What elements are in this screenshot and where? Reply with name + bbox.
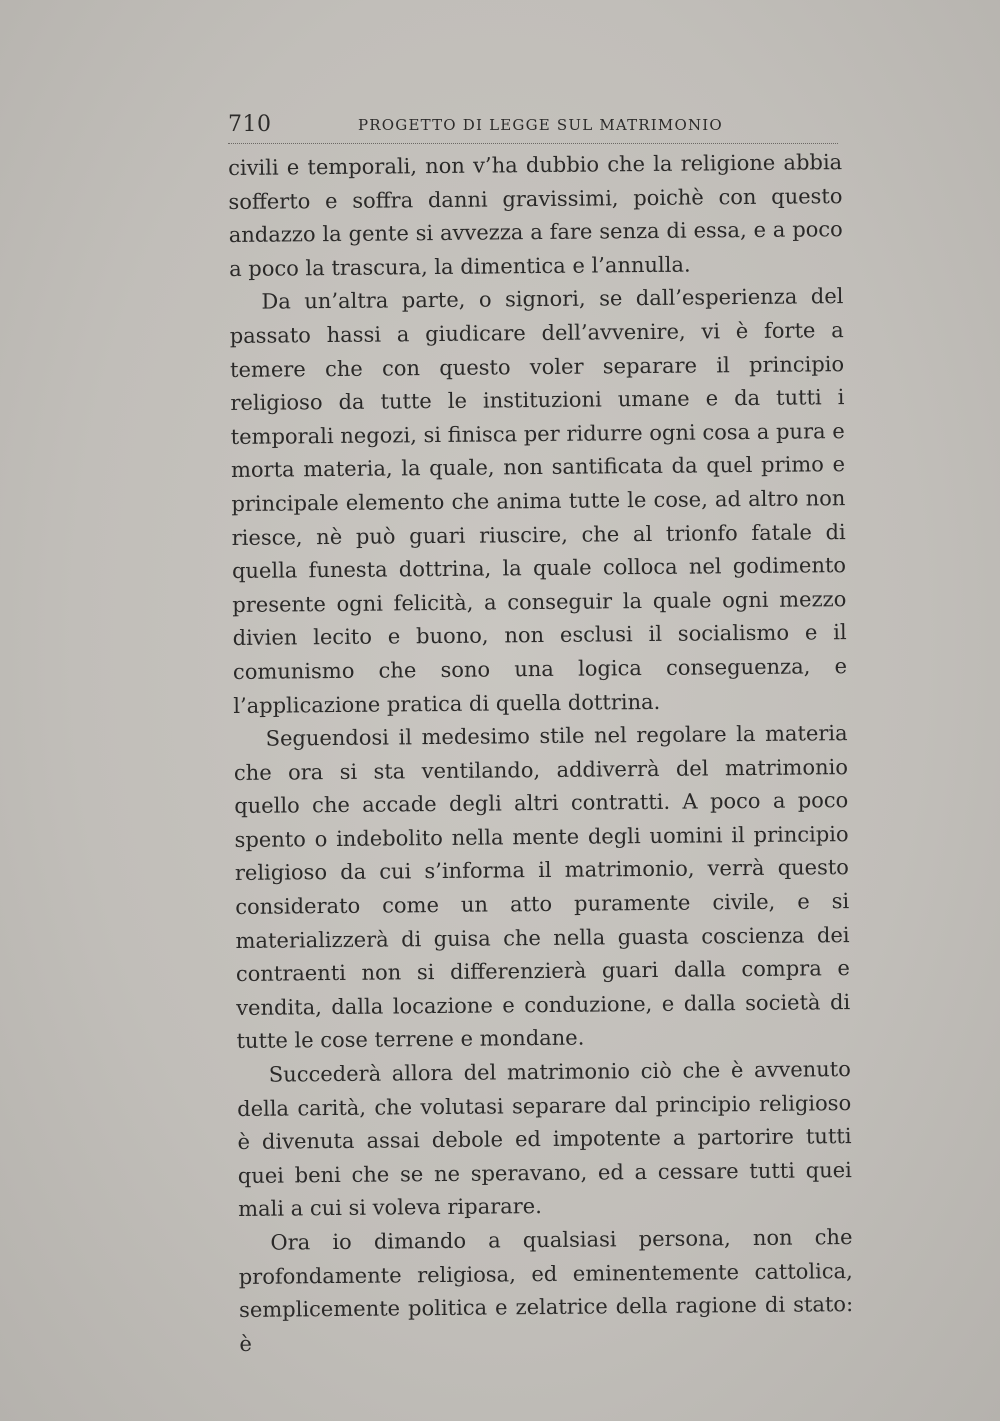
paragraph: Ora io dimando a qualsiasi persona, non che profondamente religiosa, ed eminentemente cattolica, semplicemente politica e zelatrice della ragione di stato: è [238, 1225, 854, 1356]
header-divider [228, 143, 838, 144]
paragraph: Seguendosi il medesimo stile nel regolare la materia che ora si sta ventilando, addiverrà del matrimonio quello che accade degli altri contratti. A poco a poco spento o indebolito nella mente degli uomini il principio religioso da cui s’informa il matrimonio, verrà questo considerato come un atto puramente civile, e si materializzerà di guisa che nella guasta coscienza dei contraenti non si differenzierà guari dalla compra e vendita, dalla locazione e conduzione, e dalla società di tutte le cose terrene e mondane. [233, 721, 851, 1054]
paragraph: Da un’altra parte, o signori, se dall’esperienza del passato hassi a giudicare dell’avvenire, vi è forte a temere che con questo voler separare il principio religioso da tutte le instituzioni umane e da tutti i temporali negozi, si finisca per ridurre ogni cosa a pura e morta materia, la quale, non santificata da quel primo e principale elemento che anima tutte le cose, ad altro non riesce, nè può guari riuscire, che al trionfo fatale di quella funesta dottrina, la quale colloca nel godimento presente ogni felicità, a conseguir la quale ogni mezzo divien lecito e buono, non esclusi il socialismo e il comunismo che sono una logica conseguenza, e l’applicazione pratica di quella dottrina. [229, 284, 848, 718]
paragraph: Succederà allora del matrimonio ciò che è avvenuto della carità, che volutasi separare dal principio religioso è divenuta assai debole ed impotente a partorire tutti quei beni che se ne speravano, ed a cessare tutti quei mali a cui si voleva riparare. [237, 1057, 852, 1222]
page-number: 710 [228, 112, 272, 137]
body-text [228, 146, 854, 1361]
paragraph-continuation: civili e temporali, non v’ha dubbio che la religione abbia sofferto e soffra danni gravissimi, poichè con questo andazzo la gente si avvezza a fare senza di essa, e a poco a poco la trascura, la dimentica e l’annulla. [228, 150, 843, 281]
running-title: PROGETTO DI LEGGE SUL MATRIMONIO [358, 116, 723, 134]
page-header [228, 112, 840, 142]
